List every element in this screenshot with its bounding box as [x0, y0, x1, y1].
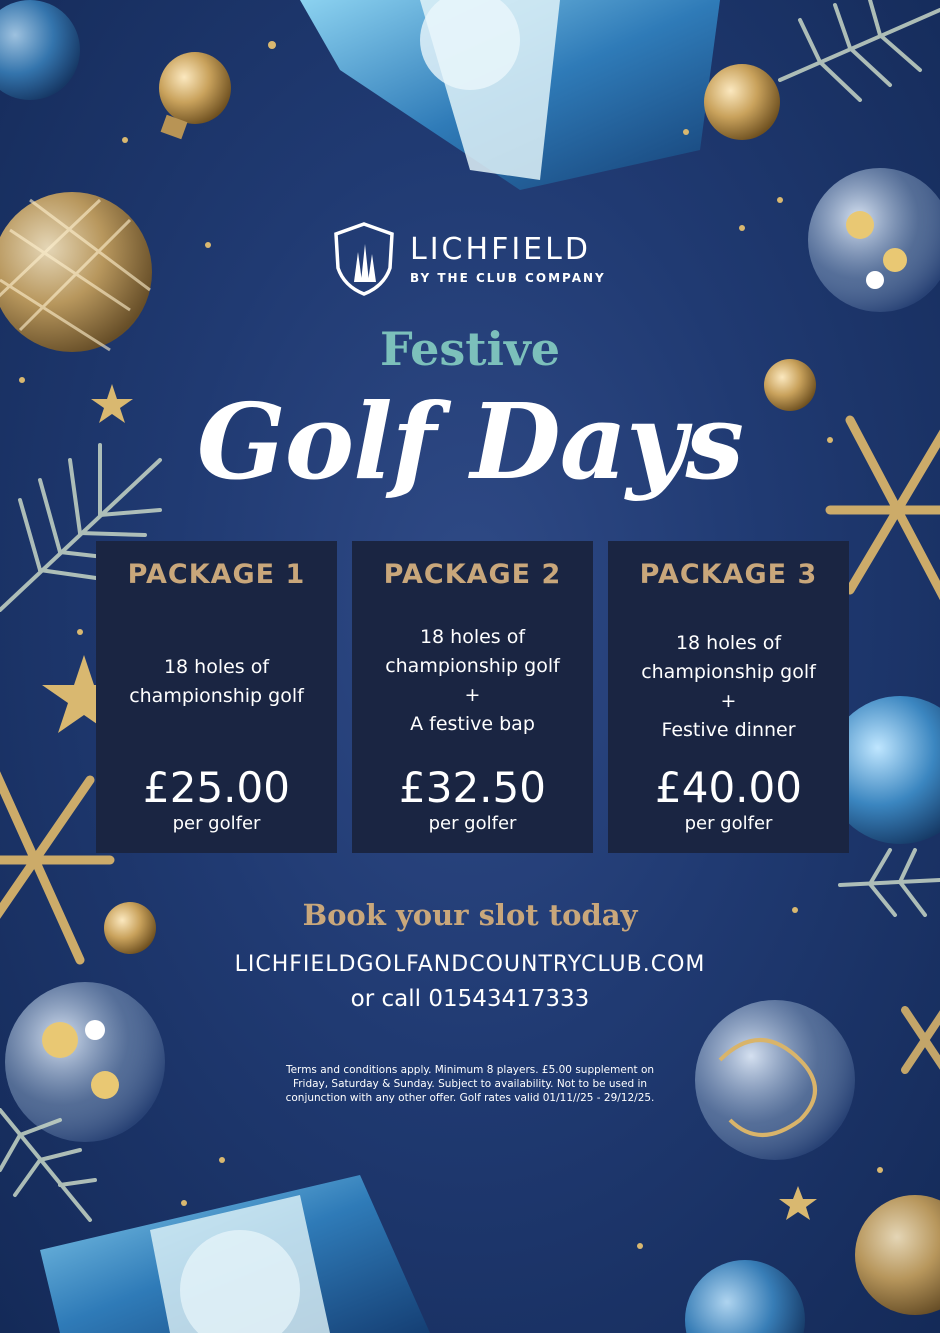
package-title: PACKAGE 1	[127, 559, 306, 590]
bauble-icon	[808, 168, 940, 312]
terms-line: Terms and conditions apply. Minimum 8 players. £5.00 supplement on	[285, 1064, 655, 1076]
package-card-2	[352, 541, 593, 853]
bauble-icon	[704, 64, 780, 140]
package-line: 18 holes of	[163, 656, 270, 678]
package-card-3	[608, 541, 849, 853]
package-price: £25.00	[143, 763, 290, 812]
brand-name: LICHFIELD	[410, 232, 591, 267]
booking-heading: Book your slot today	[302, 898, 638, 932]
package-line: championship golf	[641, 661, 816, 683]
package-title: PACKAGE 3	[639, 559, 818, 590]
package-line: Festive dinner	[661, 719, 796, 741]
package-price-unit: per golfer	[428, 813, 517, 834]
gift-box-icon	[40, 1175, 430, 1333]
package-card-1	[96, 541, 337, 853]
package-line: championship golf	[385, 655, 560, 677]
snowflake-icon	[905, 1010, 940, 1070]
headline-title: Golf Days	[196, 380, 744, 503]
package-price-unit: per golfer	[172, 813, 261, 834]
shield-logo-icon	[332, 222, 396, 296]
package-line: 18 holes of	[419, 626, 526, 648]
bauble-icon	[685, 1260, 805, 1333]
package-price: £40.00	[655, 763, 802, 812]
bauble-icon	[855, 1195, 940, 1315]
gift-box-icon	[300, 0, 720, 190]
brand-tagline: BY THE CLUB COMPANY	[410, 271, 606, 285]
package-price: £32.50	[399, 763, 546, 812]
bauble-icon	[159, 52, 231, 139]
package-line: championship golf	[129, 685, 304, 707]
terms-line: Friday, Saturday & Sunday. Subject to availability. Not to be used in	[292, 1078, 648, 1090]
package-title: PACKAGE 2	[383, 559, 562, 590]
package-price-unit: per golfer	[684, 813, 773, 834]
website-link[interactable]: LICHFIELDGOLFANDCOUNTRYCLUB.COM	[234, 952, 706, 977]
terms-line: conjunction with any other offer. Golf rates valid 01/11//25 - 29/12/25.	[285, 1092, 655, 1104]
headline-kicker: Festive	[379, 322, 561, 376]
terms-and-conditions	[250, 1063, 690, 1105]
pine-branch-icon	[780, 0, 940, 100]
bauble-icon	[0, 0, 80, 100]
package-line: A festive bap	[410, 713, 535, 735]
package-line: +	[464, 684, 481, 706]
package-line: 18 holes of	[675, 632, 782, 654]
brand-logo	[332, 222, 606, 296]
bauble-icon	[695, 1000, 855, 1160]
package-line: +	[720, 690, 737, 712]
phone-number[interactable]: or call 01543417333	[350, 986, 590, 1012]
